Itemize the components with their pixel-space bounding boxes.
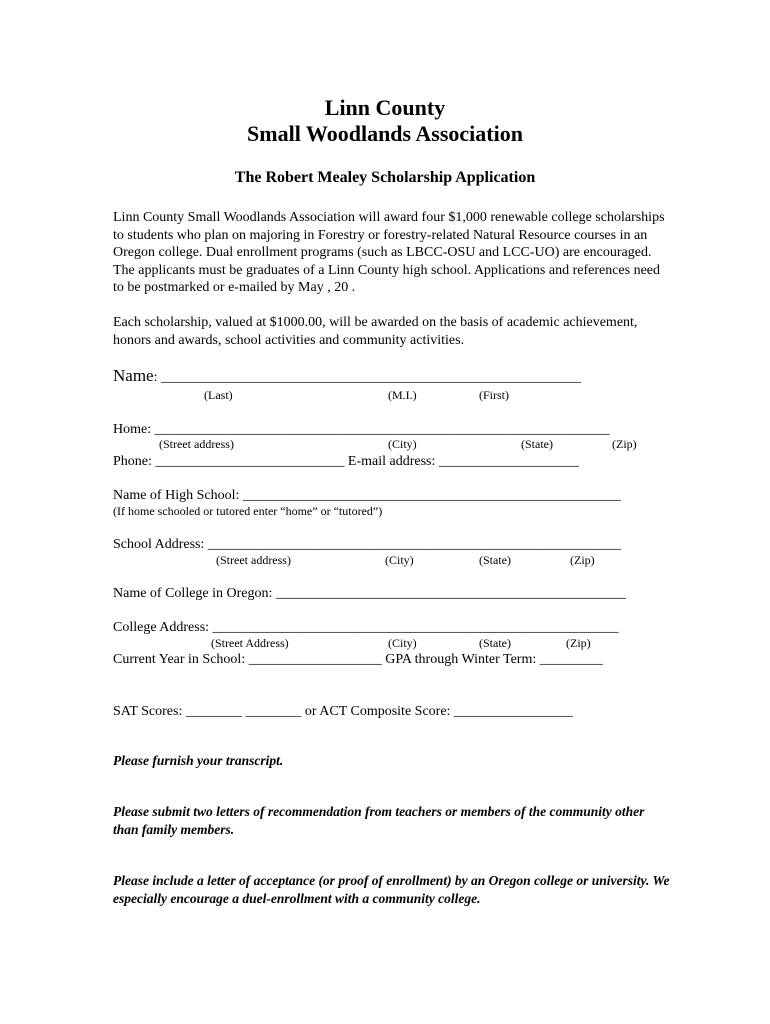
college-street-caption: (Street Address) [211, 636, 289, 650]
college-city-caption: (City) [388, 636, 417, 650]
school-street-caption: (Street address) [216, 553, 291, 567]
home-city-caption: (City) [388, 437, 417, 451]
high-school-field[interactable]: Name of High School: ______________________________________________________ [113, 488, 621, 503]
home-street-caption: (Street address) [159, 437, 234, 451]
home-address-field[interactable]: Home: _________________________________________________________________ [113, 422, 610, 437]
organization-name-line2: Small Woodlands Association [247, 121, 523, 146]
organization-name-line1: Linn County [324, 95, 446, 120]
phone-email-field[interactable]: Phone: ___________________________ E-mail address: ____________________ [113, 454, 579, 469]
home-zip-caption: (Zip) [612, 437, 637, 451]
test-scores-field[interactable]: SAT Scores: ________ ________ or ACT Composite Score: _________________ [113, 704, 573, 719]
school-address-field[interactable]: School Address: ___________________________________________________________ [113, 537, 621, 552]
school-zip-caption: (Zip) [570, 553, 595, 567]
intro-paragraph: Linn County Small Woodlands Association will award four $1,000 renewable college scholarships to students who plan on majoring in Forestry or forestry-related Natural Resource courses in an Oregon college. Dual enrollment programs (such as LBCC-OSU and LCC-UO) are encouraged. The applicants must be graduates of a Linn County high school. Applications and references need to be postmarked or e-mailed by May , 20 . [113, 210, 665, 295]
name-field[interactable] [113, 366, 581, 388]
recommendation-instruction: Please submit two letters of recommendation from teachers or members of the community other than family members. [113, 804, 645, 837]
year-gpa-field[interactable]: Current Year in School: ___________________ GPA through Winter Term: _________ [113, 652, 603, 667]
college-state-caption: (State) [479, 636, 511, 650]
award-criteria-paragraph: Each scholarship, valued at $1000.00, will be awarded on the basis of academic achievement, honors and awards, school activities and community activities. [113, 315, 638, 348]
home-state-caption: (State) [521, 437, 553, 451]
college-address-field[interactable]: College Address: __________________________________________________________ [113, 620, 619, 635]
name-label: Name [113, 366, 154, 385]
transcript-instruction: Please furnish your transcript. [113, 753, 284, 768]
school-state-caption: (State) [479, 553, 511, 567]
name-line: : ____________________________________________________________ [153, 370, 581, 385]
high-school-note: (If home schooled or tutored enter “home” or “tutored”) [113, 504, 383, 518]
name-first-caption: (First) [479, 388, 509, 402]
college-zip-caption: (Zip) [566, 636, 591, 650]
acceptance-instruction: Please include a letter of acceptance (or proof of enrollment) by an Oregon college or university. We especially encourage a duel-enrollment with a community college. [113, 873, 670, 906]
form-title: The Robert Mealey Scholarship Application [234, 169, 536, 186]
school-city-caption: (City) [385, 553, 414, 567]
name-last-caption: (Last) [204, 388, 233, 402]
name-mi-caption: (M.I.) [388, 388, 417, 402]
college-name-field[interactable]: Name of College in Oregon: __________________________________________________ [113, 586, 626, 601]
